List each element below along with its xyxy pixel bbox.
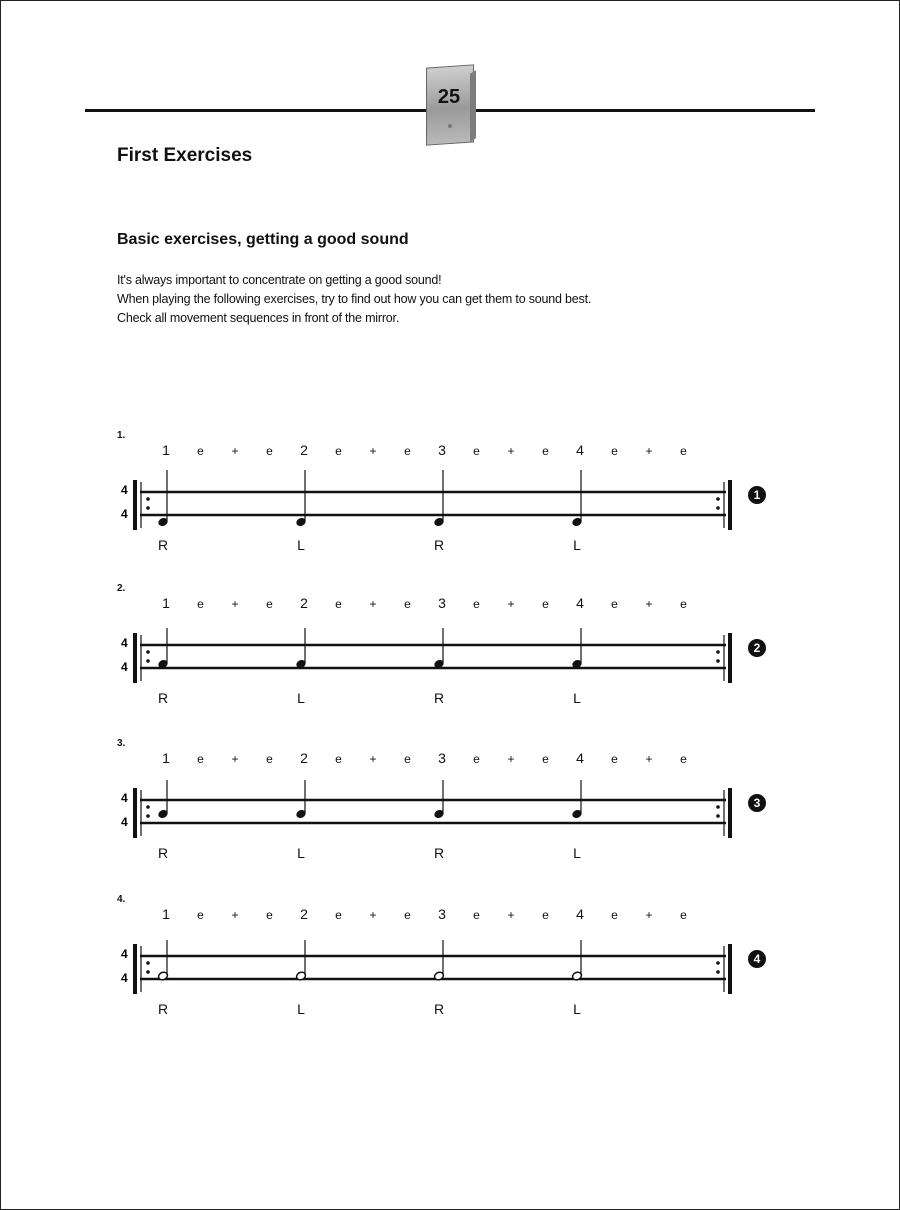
count-label: 2 [300,595,308,611]
count-label: + [507,908,515,922]
count-label: e [542,597,549,611]
exercise-number: 1. [117,430,126,441]
count-label: + [369,752,377,766]
exercise-number: 2. [117,583,126,594]
repeat-end-thick-bar [728,944,732,994]
exercise-number: 3. [117,738,126,749]
count-label: 4 [576,442,584,458]
time-signature-denominator: 4 [121,507,128,521]
count-label: e [611,908,618,922]
count-label: e [680,752,687,766]
count-label: e [266,444,273,458]
count-label: e [473,752,480,766]
count-label: 4 [576,906,584,922]
exercise-number: 4. [117,894,126,905]
exercise-4 [0,894,900,1044]
repeat-dot [146,506,150,510]
time-signature-denominator: 4 [121,660,128,674]
repeat-dot [716,961,720,965]
count-label: 2 [300,906,308,922]
count-label: + [645,908,653,922]
repeat-start-thick-bar [133,788,137,838]
sticking-label: L [297,690,305,706]
intro-text [117,271,837,328]
sticking-label: L [573,1001,581,1017]
count-label: e [266,908,273,922]
sticking-label: L [297,845,305,861]
sticking-label: R [433,537,445,553]
count-label: e [473,597,480,611]
count-label: e [680,908,687,922]
repeat-start-thick-bar [133,633,137,683]
track-number-badge: 1 [748,486,766,504]
repeat-dot [146,961,150,965]
repeat-dot [716,497,720,501]
count-label: e [404,908,411,922]
count-label: 4 [576,750,584,766]
section-heading: Basic exercises, getting a good sound [117,231,409,248]
sticking-label: R [433,690,445,706]
count-label: 2 [300,442,308,458]
page-number-badge [422,62,478,144]
count-label: + [369,444,377,458]
count-label: e [473,908,480,922]
time-signature-denominator: 4 [121,815,128,829]
count-label: e [680,597,687,611]
count-label: 3 [438,442,446,458]
repeat-dot [716,970,720,974]
repeat-start-thick-bar [133,480,137,530]
staff-notation [0,894,900,1044]
repeat-end-thick-bar [728,788,732,838]
count-label: e [266,597,273,611]
page-title: First Exercises [117,145,253,166]
count-label: + [231,444,239,458]
repeat-dot [146,650,150,654]
sticking-label: R [433,1001,445,1017]
count-label: e [680,444,687,458]
time-signature-numerator: 4 [121,636,128,650]
count-label: e [611,752,618,766]
sticking-label: L [297,537,305,553]
badge-dot [448,124,452,128]
count-label: e [542,908,549,922]
count-label: + [645,444,653,458]
count-label: e [197,908,204,922]
count-label: 3 [438,595,446,611]
count-label: + [369,597,377,611]
count-label: 4 [576,595,584,611]
intro-line: It's always important to concentrate on getting a good sound! [117,273,442,287]
repeat-end-thick-bar [728,480,732,530]
repeat-dot [146,814,150,818]
count-label: + [369,908,377,922]
sticking-label: L [573,537,581,553]
track-number-badge: 4 [748,950,766,968]
time-signature-numerator: 4 [121,483,128,497]
count-label: 1 [162,595,170,611]
count-label: e [197,752,204,766]
sticking-label: L [573,690,581,706]
count-label: + [231,752,239,766]
sticking-label: R [157,845,169,861]
count-label: e [404,444,411,458]
exercise-2 [0,583,900,733]
time-signature-denominator: 4 [121,971,128,985]
count-label: + [645,752,653,766]
sticking-label: L [573,845,581,861]
count-label: 3 [438,750,446,766]
repeat-dot [716,650,720,654]
count-label: 1 [162,750,170,766]
count-label: e [404,597,411,611]
staff-notation [0,738,900,888]
count-label: e [611,444,618,458]
track-number-badge: 2 [748,639,766,657]
time-signature-numerator: 4 [121,791,128,805]
sticking-label: R [433,845,445,861]
repeat-dot [146,970,150,974]
count-label: + [645,597,653,611]
intro-line: Check all movement sequences in front of the mirror. [117,311,400,325]
time-signature-numerator: 4 [121,947,128,961]
count-label: e [473,444,480,458]
sticking-label: L [297,1001,305,1017]
count-label: e [542,752,549,766]
count-label: e [335,444,342,458]
count-label: e [404,752,411,766]
repeat-dot [716,506,720,510]
count-label: 3 [438,906,446,922]
sticking-label: R [157,690,169,706]
page-number: 25 [437,86,461,108]
count-label: 2 [300,750,308,766]
track-number-badge: 3 [748,794,766,812]
count-label: e [197,444,204,458]
staff-notation [0,583,900,733]
repeat-start-thick-bar [133,944,137,994]
repeat-dot [146,497,150,501]
count-label: e [197,597,204,611]
count-label: + [507,444,515,458]
count-label: e [611,597,618,611]
intro-line: When playing the following exercises, try to find out how you can get them to sound best. [117,292,592,306]
exercise-3 [0,738,900,888]
count-label: 1 [162,906,170,922]
count-label: + [231,597,239,611]
repeat-end-thick-bar [728,633,732,683]
repeat-dot [146,659,150,663]
count-label: e [335,597,342,611]
count-label: e [335,752,342,766]
repeat-dot [146,805,150,809]
count-label: + [507,752,515,766]
repeat-dot [716,659,720,663]
count-label: e [335,908,342,922]
count-label: + [231,908,239,922]
exercise-1 [0,430,900,580]
count-label: + [507,597,515,611]
count-label: e [266,752,273,766]
repeat-dot [716,814,720,818]
staff-notation [0,430,900,580]
count-label: e [542,444,549,458]
sticking-label: R [157,1001,169,1017]
count-label: 1 [162,442,170,458]
sticking-label: R [157,537,169,553]
repeat-dot [716,805,720,809]
